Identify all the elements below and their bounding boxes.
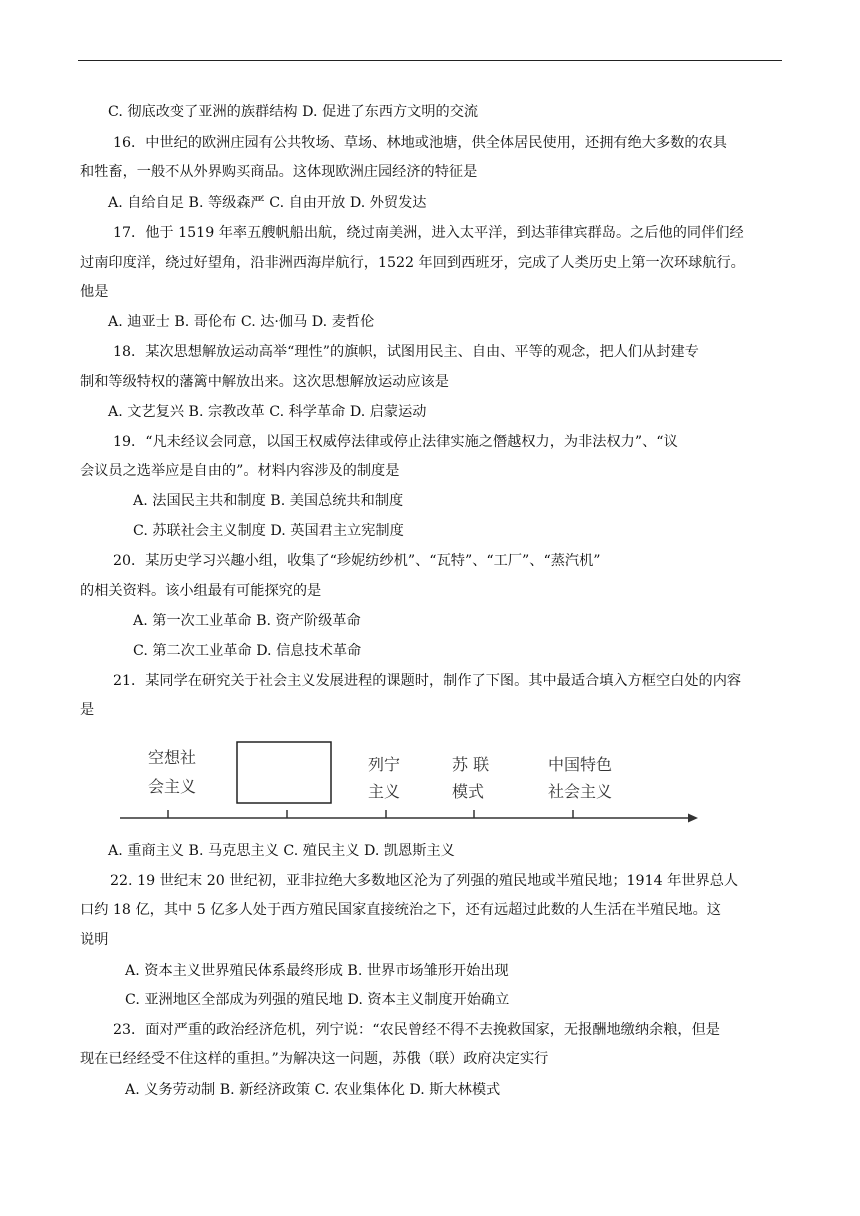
q19-stem-line1: 19．“凡未经议会同意，以国王权威停法律或停止法律实施之僭越权力，为非法权力”、“议 [113, 434, 678, 450]
q23-options: A. 义务劳动制 B. 新经济政策 C. 农业集体化 D. 斯大林模式 [125, 1082, 501, 1098]
label-soviet-line2: 模式 [452, 782, 485, 801]
q21-stem-line2: 是 [80, 702, 95, 718]
q21-options: A. 重商主义 B. 马克思主义 C. 殖民主义 D. 凯恩斯主义 [108, 843, 455, 859]
label-leninism-line2: 主义 [368, 782, 401, 801]
q20-stem-line2: 的相关资料。该小组最有可能探究的是 [80, 583, 322, 599]
label-utopian-line1: 空想社 [148, 748, 197, 767]
q22-options-ab: A. 资本主义世界殖民体系最终形成 B. 世界市场雏形开始出现 [125, 963, 509, 979]
q22-stem-line1: 22. 19 世纪末 20 世纪初，亚非拉绝大多数地区沦为了列强的殖民地或半殖民地；1914 年世界总人 [110, 873, 739, 889]
q18-stem-line2: 制和等级特权的藩篱中解放出来。这次思想解放运动应该是 [80, 374, 449, 390]
q19-options-ab: A. 法国民主共和制度 B. 美国总统共和制度 [133, 493, 404, 509]
q16-stem-line2: 和牲畜，一般不从外界购买商品。这体现欧洲庄园经济的特征是 [80, 164, 478, 180]
blank-answer-box [237, 742, 331, 803]
q21-stem-line1: 21．某同学在研究关于社会主义发展进程的课题时，制作了下图。其中最适合填入方框空白处的内容 [113, 673, 742, 689]
q19-options-cd: C. 苏联社会主义制度 D. 英国君主立宪制度 [133, 523, 404, 539]
q22-stem-line3: 说明 [80, 932, 109, 948]
timeline-arrowhead [688, 814, 698, 823]
q16-options: A. 自给自足 B. 等级森严 C. 自由开放 D. 外贸发达 [108, 195, 427, 211]
q22-options-cd: C. 亚洲地区全部成为列强的殖民地 D. 资本主义制度开始确立 [125, 992, 510, 1008]
q19-stem-line2: 会议员之选举应是自由的”。材料内容涉及的制度是 [80, 463, 400, 479]
q18-stem-line1: 18．某次思想解放运动高举“理性”的旗帜，试图用民主、自由、平等的观念，把人们从封建专 [113, 344, 699, 360]
q17-stem-line3: 他是 [80, 284, 109, 300]
q17-stem-line2: 过南印度洋，绕过好望角，沿非洲西海岸航行，1522 年回到西班牙，完成了人类历史上第一次环球航行。 [80, 255, 745, 271]
q22-stem-line2: 口约 18 亿，其中 5 亿多人处于西方殖民国家直接统治之下，还有远超过此数的人生活在半殖民地。这 [80, 902, 721, 918]
q23-stem-line2: 现在已经经受不住这样的重担。”为解决这一问题，苏俄（联）政府决定实行 [80, 1051, 549, 1067]
header-rule [78, 60, 782, 61]
timeline-diagram [118, 736, 708, 828]
q20-options-ab: A. 第一次工业革命 B. 资产阶级革命 [133, 613, 361, 629]
label-soviet-line1: 苏 联 [452, 755, 490, 774]
q20-stem-line1: 20．某历史学习兴趣小组，收集了“珍妮纺纱机”、“瓦特”、“工厂”、“蒸汽机” [113, 553, 601, 569]
q23-stem-line1: 23．面对严重的政治经济危机，列宁说：“农民曾经不得不去挽救国家，无报酬地缴纳余粮，但是 [113, 1022, 720, 1038]
q17-stem-line1: 17．他于 1519 年率五艘帆船出航，绕过南美洲，进入太平洋，到达菲律宾群岛。之后他的同伴们经 [113, 225, 744, 241]
q20-options-cd: C. 第二次工业革命 D. 信息技术革命 [133, 643, 362, 659]
label-chinese-line1: 中国特色 [548, 755, 613, 774]
q15-options-cd: C. 彻底改变了亚洲的族群结构 D. 促进了东西方文明的交流 [108, 104, 479, 120]
label-utopian-line2: 会主义 [148, 777, 197, 796]
q18-options: A. 文艺复兴 B. 宗教改革 C. 科学革命 D. 启蒙运动 [108, 404, 427, 420]
label-leninism-line1: 列宁 [368, 755, 401, 774]
q16-stem-line1: 16．中世纪的欧洲庄园有公共牧场、草场、林地或池塘，供全体居民使用，还拥有绝大多数的农具 [113, 135, 727, 151]
q17-options: A. 迪亚士 B. 哥伦布 C. 达·伽马 D. 麦哲伦 [108, 314, 375, 330]
label-chinese-line2: 社会主义 [548, 782, 613, 801]
